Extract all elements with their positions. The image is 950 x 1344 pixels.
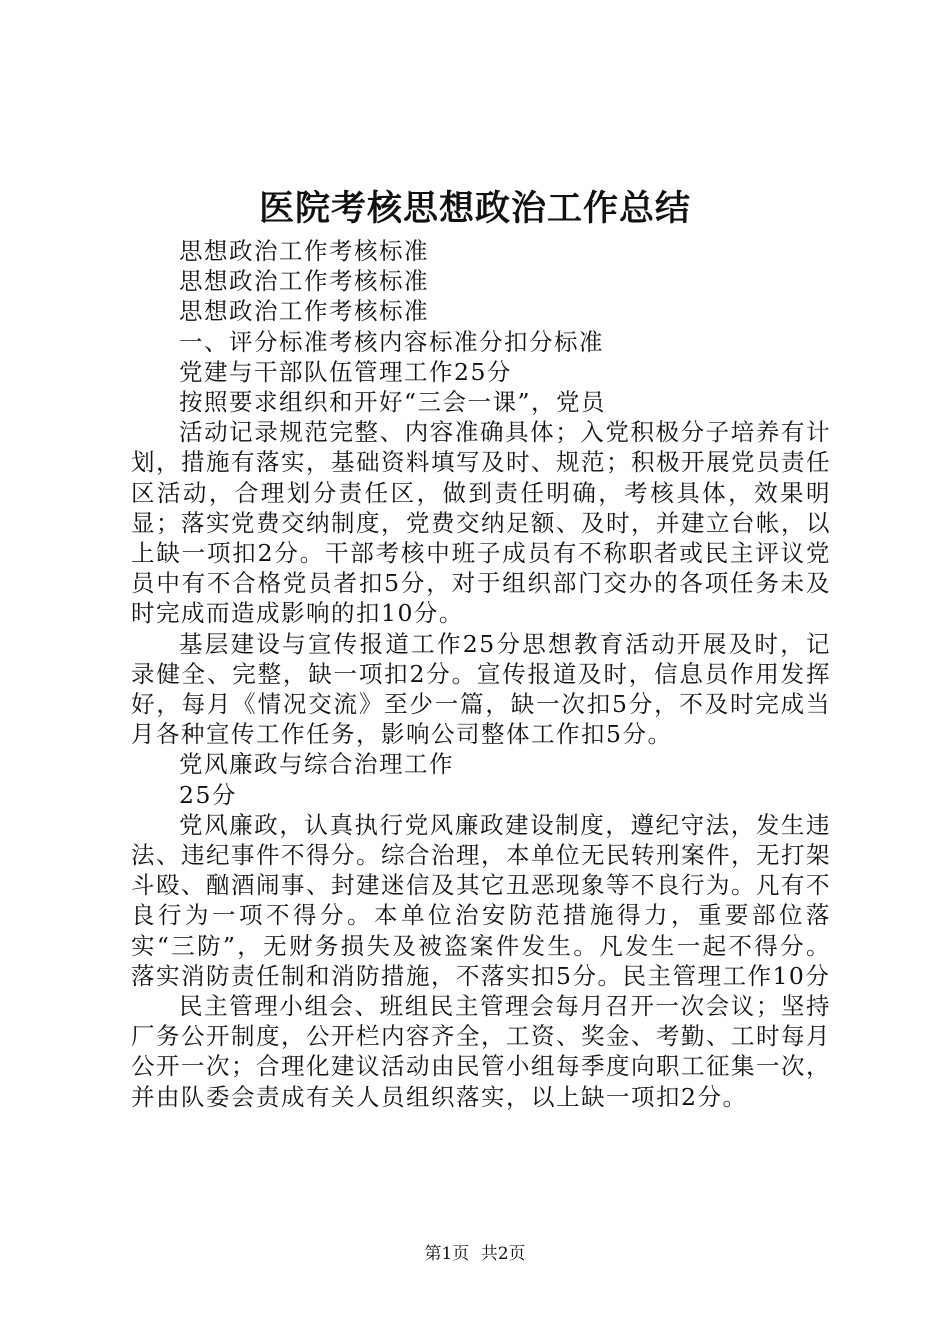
- document-title: 医院考核思想政治工作总结: [258, 188, 691, 229]
- paragraph-democratic-management: 民主管理小组会、班组民主管理会每月召开一次会议；坚持厂务公开制度，公开栏内容齐全，工资、奖金、考勤、工时每月公开一次；合理化建议活动由民管小组每季度向职工征集一次，并由队委会责成有关人员组织落实，以上缺一项扣2分。: [131, 992, 831, 1111]
- page-footer: [0, 1242, 950, 1266]
- paragraph-heading-3: 思想政治工作考核标准: [179, 297, 429, 326]
- paragraph-heading-2: 思想政治工作考核标准: [179, 267, 429, 296]
- page-number: 第1页: [424, 1244, 470, 1264]
- paragraph-heading-1: 思想政治工作考核标准: [179, 237, 429, 265]
- paragraph-integrity-score: 25分: [179, 780, 237, 809]
- paragraph-activity-records: 活动记录规范完整、内容准确具体；入党积极分子培养有计划，措施有落实，基础资料填写及时、规范；积极开展党员责任区活动，合理划分责任区，做到责任明确，考核具体，效果明显；落实党费交纳制度，党费交纳足额、及时，并建立台帐，以上缺一项扣2分。干部考核中班子成员有不称职者或民主评议党员中有不合格党员者扣5分，对于组织部门交办的各项任务未及时完成而造成影响的扣10分。: [131, 418, 831, 628]
- paragraph-integrity-title: 党风廉政与综合治理工作: [179, 750, 454, 779]
- paragraph-section-title: 一、评分标准考核内容标准分扣分标准: [179, 327, 604, 356]
- paragraph-grassroots: 基层建设与宣传报道工作25分思想教育活动开展及时，记录健全、完整，缺一项扣2分。宣传报道及时，信息员作用发挥好，每月《情况交流》至少一篇，缺一次扣5分，不及时完成当月各种宣传工作任务，影响公司整体工作扣5分。: [131, 629, 831, 749]
- paragraph-integrity-body: 党风廉政，认真执行党风廉政建设制度，遵纪守法，发生违法、违纪事件不得分。综合治理，本单位无民转刑案件，无打架斗殴、酗酒闹事、封建迷信及其它丑恶现象等不良行为。凡有不良行为一项不得分。本单位治安防范措施得力，重要部位落实“三防”，无财务损失及被盗案件发生。凡发生一起不得分。落实消防责任制和消防措施，不落实扣5分。民主管理工作10分: [131, 810, 831, 990]
- page-total: 共2页: [480, 1244, 526, 1264]
- paragraph-three-meetings: 按照要求组织和开好“三会一课”，党员: [179, 388, 607, 417]
- document-body: [131, 236, 831, 1112]
- paragraph-party-building: 党建与干部队伍管理工作25分: [179, 357, 512, 386]
